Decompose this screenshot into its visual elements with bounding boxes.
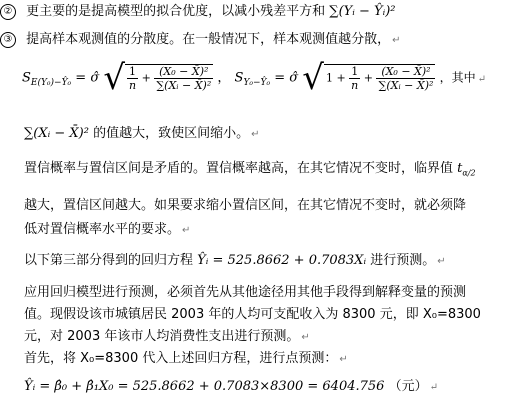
confidence-line-2 xyxy=(24,197,466,215)
dispersion-formula: ∑(Xᵢ − X̄)² xyxy=(24,126,89,141)
standard-error-formulas: $S_{E(Y_0)-Ŷ_0}$ = σ̂ √ $\frac{1}{n}$ + $\frac{\text{(X₀ − X̄)²}}{\text{∑(Xᵢ − X̄)²}}$ ， $S_{Y_0-Ŷ_0}$ = σ̂ √ 1 + $\frac{1}{n}$ + $\frac{\text{(X₀ − X̄)²}}{\text{∑(Xᵢ − X̄)²}}$ ，其中 ↵ xyxy=(22,58,486,98)
formula2-lhs: S xyxy=(234,70,244,86)
item-number-2: ② xyxy=(0,4,16,20)
formula2-suffix: ，其中 xyxy=(439,70,476,85)
item-3-text: 提高样本观测值的分散度。在一般情况下，样本观测值越分散， xyxy=(26,32,391,47)
confidence-line-3: 低对置信概率水平的要求。 ↵ xyxy=(24,222,191,237)
regression-line: 以下第三部分得到的回归方程 Ŷᵢ = 525.8662 + 0.7083Xᵢ 进行预测。 ↵ xyxy=(24,253,446,268)
dispersion-text: 的值越大，致使区间缩小。 xyxy=(93,126,250,141)
prediction-text-1: 应用回归模型进行预测，必须首先从其他途径用其他手段得到解释变量的预测 xyxy=(24,285,467,300)
formula2-denominator: ∑(Xᵢ − X̄)² xyxy=(378,79,434,92)
prediction-text-3: 元，对 2003 年该市人均消费性支出进行预测。 xyxy=(24,329,300,344)
point-prediction-unit: （元） xyxy=(388,379,428,394)
formula1-lhs-sub: E(Y₀)−Ŷ₀ xyxy=(30,78,72,89)
formula1-numerator: (X₀ − X̄)² xyxy=(154,65,213,79)
formula1-lhs: S xyxy=(22,70,31,86)
confidence-text-3: 低对置信概率水平的要求。 xyxy=(24,222,181,237)
prediction-line-1 xyxy=(24,284,466,302)
residual-sum-formula: ∑(Yᵢ − Ŷᵢ)² xyxy=(329,4,396,19)
formula2-lhs-sub: Y₀−Ŷ₀ xyxy=(243,78,271,89)
item-2-text: 更主要的是提高模型的拟合优度，以减小残差平方和 xyxy=(26,4,326,19)
item-number-3: ③ xyxy=(0,32,16,48)
formula1-denominator: ∑(Xᵢ − X̄)² xyxy=(156,79,212,92)
formula2-numerator: (X₀ − X̄)² xyxy=(376,65,435,79)
regression-text-1: 以下第三部分得到的回归方程 xyxy=(24,253,194,268)
confidence-text-2: 越大，置信区间越大。如果要求缩小置信区间，在其它情况不变时，就必须降 xyxy=(24,198,467,213)
prediction-text-4: 首先，将 X₀=8300 代入上述回归方程，进行点预测： xyxy=(24,351,338,366)
prediction-text-2: 值。现假设该市城镇居民 2003 年的人均可支配收入为 8300 元，即 X₀=8300 xyxy=(24,307,481,322)
item-3-line: ③ 提高样本观测值的分散度。在一般情况下，样本观测值越分散， ↵ xyxy=(0,31,401,50)
dispersion-line: ∑(Xᵢ − X̄)² 的值越大，致使区间缩小。 ↵ xyxy=(24,126,260,141)
regression-text-2: 进行预测。 xyxy=(370,253,436,268)
confidence-line-1 xyxy=(24,160,476,183)
point-prediction-line: Ŷᵢ = β̂₀ + β̂₁X₀ = 525.8662 + 0.7083×8300 = 6404.756 （元） ↵ xyxy=(24,379,438,394)
prediction-line-2 xyxy=(24,306,481,324)
formula2-sigma: σ̂ xyxy=(289,70,299,86)
formula1-sigma: σ̂ xyxy=(90,70,100,86)
critical-value-subscript: α/2 xyxy=(462,168,476,178)
critical-value-t: t xyxy=(457,161,463,176)
regression-equation: Ŷᵢ = 525.8662 + 0.7083Xᵢ xyxy=(197,253,367,268)
prediction-line-4: 首先，将 X₀=8300 代入上述回归方程，进行点预测： ↵ xyxy=(24,351,348,366)
item-2-line xyxy=(0,3,395,21)
prediction-line-3: 元，对 2003 年该市人均消费性支出进行预测。 ↵ xyxy=(24,329,310,344)
confidence-text-1: 置信概率与置信区间是矛盾的。置信概率越高，在其它情况不变时，临界值 xyxy=(24,161,454,176)
point-prediction-formula: Ŷᵢ = β̂₀ + β̂₁X₀ = 525.8662 + 0.7083×8300 = 6404.756 xyxy=(24,379,385,394)
